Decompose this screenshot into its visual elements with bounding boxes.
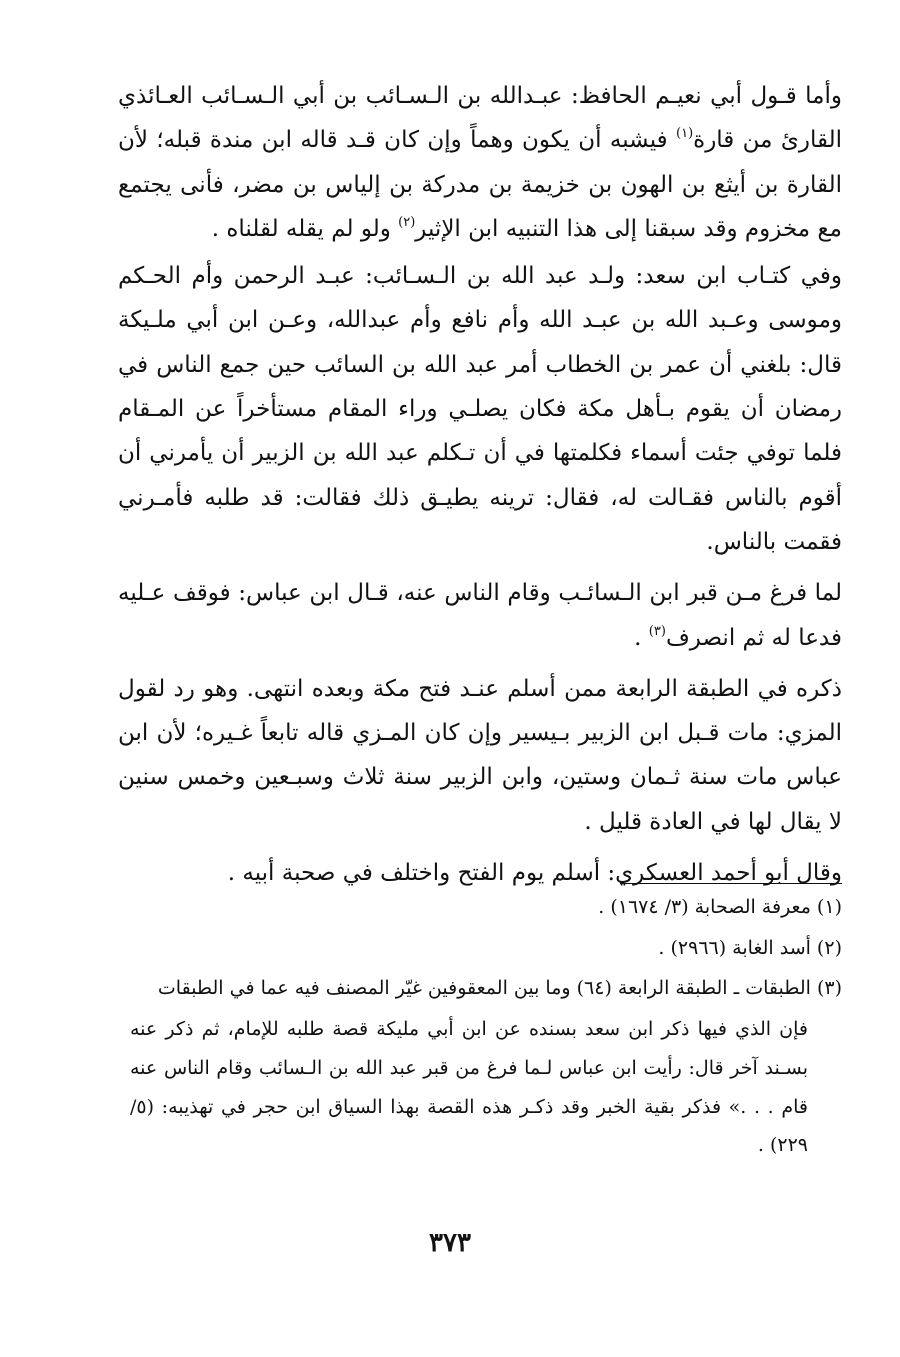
footnote-3-continuation: فإن الذي فيها ذكر ابن سعد بسنده عن ابن أبي مليكة قصة طلبه للإمام، ثم ذكر عنه بسـند آخر قال: رأيت ابن عباس لـما فرغ من قبر عبد الله بن الـسائب وقام الناس عنه قام . . .» فذكر بقية الخبر وقد ذكـر هذه القصة بهذا السياق ابن حجر في تهذيبه: (٥/ ٢٢٩) .	[130, 1018, 808, 1157]
paragraph-4: ذكره في الطبقة الرابعة ممن أسلم عنـد فتح مكة وبعده انتهى. وهو رد لقول المزي: مات قـبل ابن الزبير بـيسير وإن كان المـزي قاله تابعاً غـيره؛ لأن ابن عباس مات سنة ثـمان وستين، وابن الزبير سنة ثلاث وسبـعين وخمس سنين لا يقال لها في العادة قليل .	[118, 675, 842, 835]
footnote-2: (٢) أسد الغابة (٢٩٦٦) .	[658, 936, 842, 959]
footnote-3	[130, 969, 842, 1008]
paragraph-3-text: لما فرغ مـن قبر ابن الـسائـب وقام الناس عنه، قـال ابن عباس: فوقف عـليه فدعا له ثم انصرف	[118, 580, 842, 651]
footnote-ref-3: (٣)	[648, 623, 666, 639]
paragraph-3	[118, 571, 842, 660]
page-number: ٣٧٣	[429, 1228, 471, 1258]
paragraph-1	[118, 74, 842, 251]
footnote-1: (١) معرفة الصحابة (٣/ ١٦٧٤) .	[598, 896, 842, 918]
paragraph-3-end: .	[634, 624, 649, 651]
footnotes	[130, 888, 842, 1167]
paragraph-2: وفي كتـاب ابن سعد: ولـد عبد الله بن الـسـائب: عبـد الرحمن وأم الحـكم وموسى وعـبد الله بن عبـد الله وأم نافع وأم عبدالله، وعـن ابن أبي ملـيكة قال: بلغني أن عمر بن الخطاب أمر عبد الله بن السائب حين جمع الناس في رمضان أن يقوم بـأهل مكة فكان يصلـي وراء المقام مستأخراً عن المـقام فلما توفي جئت أسماء فكلمتها في أن تـكلم عبد الله بن الزبير أن يأمرني أن أقوم بالناس فقـالت له، فقال: ترينه يطيـق ذلك فقالت: قد طلبه فأمـرني فقمت بالناس.	[118, 263, 842, 555]
paragraph-1-part-3: ولو لم يقله لقلناه .	[211, 215, 399, 242]
footnote-ref-1: (١)	[676, 126, 694, 142]
paragraph-5: وقال أبو أحمد العسكري: أسلم يوم الفتح واختلف في صحبة أبيه .	[227, 860, 842, 887]
footnote-separator	[620, 883, 842, 884]
paragraph-1-part-2: فيشبه أن يكون وهماً وإن كان قـد قاله ابن مندة قبله؛ لأن القارة بن أيثع بن الهون بن خزيمة بن مدركة بن إلياس بن مضر، فأنى يجتمع مع مخزوم وقد سبقنا إلى هذا التنبيه ابن الإثير	[118, 127, 842, 242]
footnote-ref-2: (٢)	[398, 214, 416, 230]
paragraph-1-part-1: وأما قـول أبي نعيـم الحافظ: عبـدالله بن الـسـائب بن أبي الـسـائب العـائذي القارئ من قارة	[118, 83, 842, 154]
footnote-3-first-line: (٣) الطبقات ـ الطبقة الرابعة (٦٤) وما بين المعقوفين غيّر المصنف فيه عما في الطبقات	[157, 977, 842, 1000]
main-text	[118, 74, 842, 902]
